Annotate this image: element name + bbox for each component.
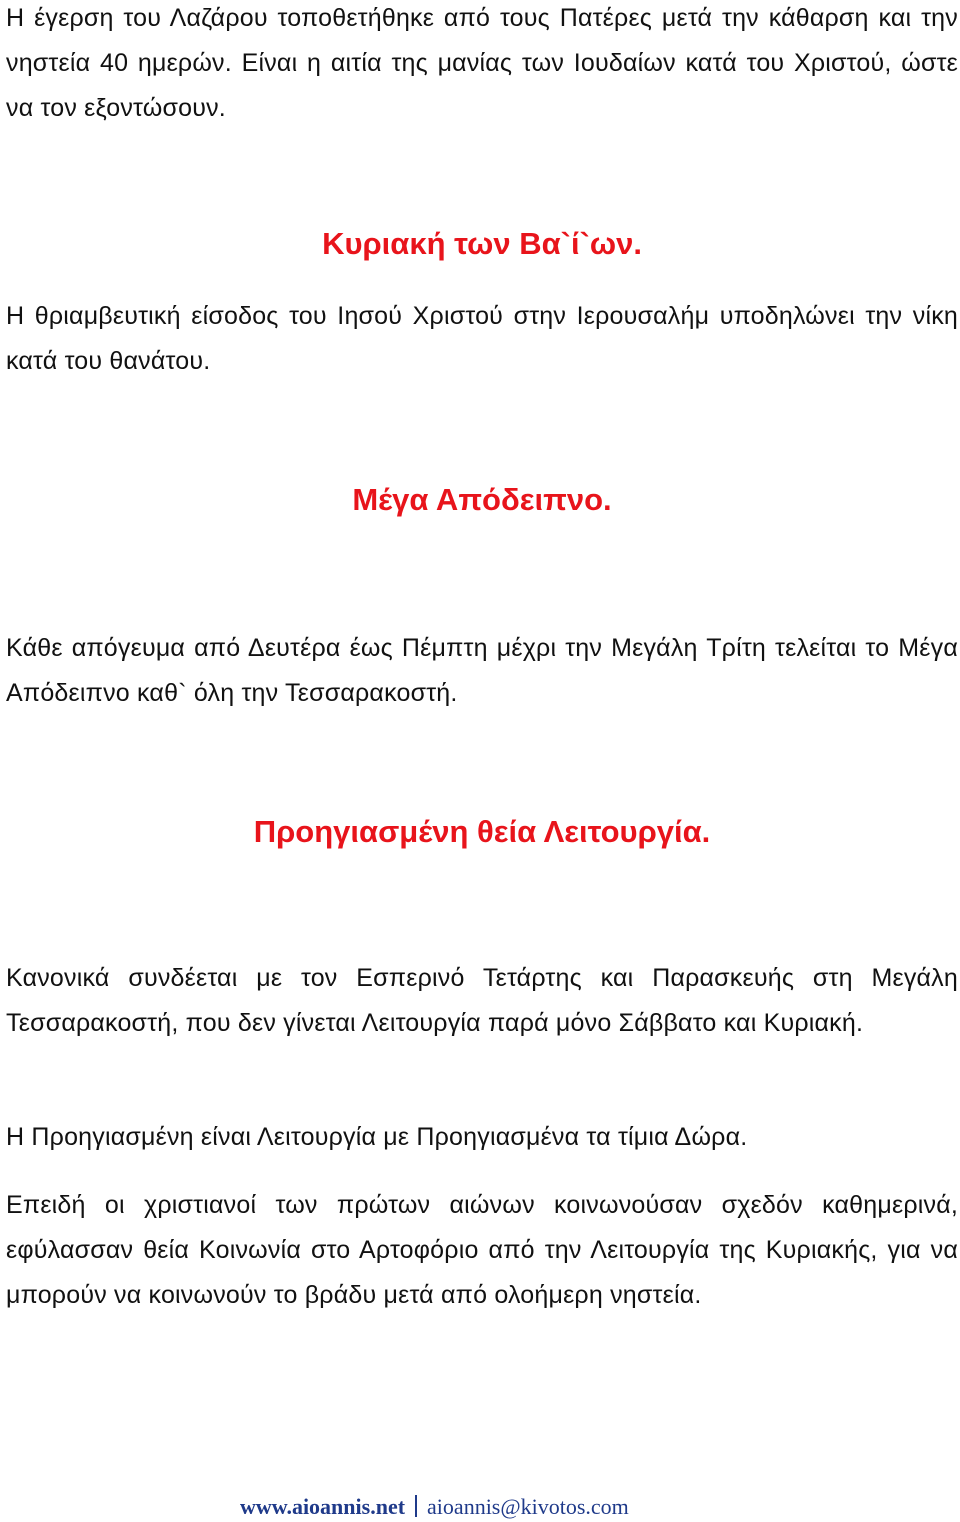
paragraph-lazarus: Η έγερση του Λαζάρου τοποθετήθηκε από τους Πατέρες μετά την κάθαρση και την νηστεία 40 ημερών. Είναι η αιτία της μανίας των Ιουδαίων κατά του Χριστού, ώστε να τον εξοντώσουν. <box>6 4 958 122</box>
paragraph-early-christians: Επειδή οι χριστιανοί των πρώτων αιώνων κοινωνούσαν σχεδόν καθημερινά, εφύλασσαν θεία Κοινωνία στο Αρτοφόριο από την Λειτουργία της Κυριακής, για να μπορούν να κοινωνούν το βράδυ μετά από ολοήμερη νηστεία. <box>6 1191 958 1309</box>
footer <box>240 1492 629 1522</box>
paragraph-triumphal-entry: Η θριαμβευτική είσοδος του Ιησού Χριστού στην Ιερουσαλήμ υποδηλώνει την νίκη κατά του θανάτου. <box>6 302 958 375</box>
heading-presanctified-liturgy: Προηγιασμένη θεία Λειτουργία. <box>253 814 711 849</box>
footer-divider <box>415 1495 417 1517</box>
footer-website-link[interactable]: www.aioannis.net <box>240 1494 406 1519</box>
document-page <box>6 0 958 1522</box>
heading-palm-sunday: Κυριακή των Βα`ί`ων. <box>322 226 642 261</box>
paragraph-presanctified-gifts: Η Προηγιασμένη είναι Λειτουργία με Προηγιασμένα τα τίμια Δώρα. <box>6 1123 748 1151</box>
paragraph-presanctified-schedule: Κανονικά συνδέεται με τον Εσπερινό Τετάρτης και Παρασκευής στη Μεγάλη Τεσσαρακοστή, που δεν γίνεται Λειτουργία παρά μόνο Σάββατο και Κυριακή. <box>6 964 958 1037</box>
footer-email-link[interactable]: aioannis@kivotos.com <box>427 1494 629 1519</box>
paragraph-compline: Κάθε απόγευμα από Δευτέρα έως Πέμπτη μέχρι την Μεγάλη Τρίτη τελείται το Μέγα Απόδειπνο καθ` όλη την Τεσσαρακοστή. <box>6 634 958 707</box>
heading-great-compline: Μέγα Απόδειπνο. <box>352 482 612 517</box>
